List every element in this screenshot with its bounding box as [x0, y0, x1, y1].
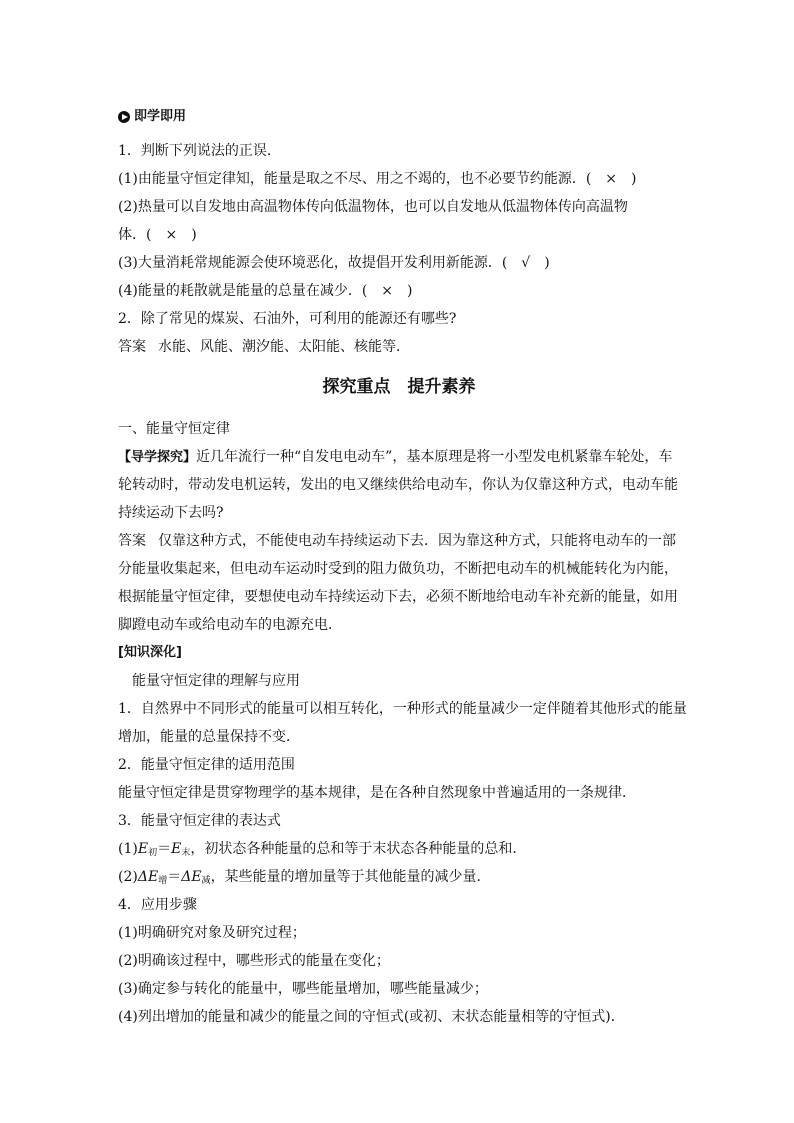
formula-equals: ＝ — [167, 869, 182, 885]
knowledge-point-1: 1．自然界中不同形式的能量可以相互转化，一种形式的能量减少一定伴随着其他形式的能量 — [118, 701, 687, 717]
formula-2 — [118, 863, 680, 891]
knowledge-point-2-title: 2．能量守恒定律的适用范围 — [118, 757, 295, 773]
knowledge-label: [知识深化] — [118, 645, 182, 660]
formula-symbol: E — [171, 841, 182, 857]
formula-subscript: 增 — [158, 876, 168, 886]
answer-label: 答案 — [118, 339, 146, 355]
question-1-title: 1．判断下列说法的正误． — [118, 143, 281, 159]
guide-line — [118, 443, 680, 471]
step-item: (4)列出增加的能量和减少的能量之间的守恒式(或初、末状态能量相等的守恒式)． — [118, 1009, 625, 1025]
answer-line: 根据能量守恒定律，要想使电动车持续运动下去，必须不断地给电动车补充新的能量，如用 — [118, 589, 678, 605]
formula-subscript: 减 — [201, 876, 211, 886]
answer-text: 仅靠这种方式，不能使电动车持续运动下去．因为靠这种方式，只能将电动车的一部 — [158, 533, 676, 549]
question-1-item: (1)由能量守恒定律知，能量是取之不尽、用之不竭的，也不必要节约能源．( × ) — [118, 171, 637, 187]
part-1-title: 一、能量守恒定律 — [118, 421, 230, 437]
section-tag — [118, 103, 680, 131]
formula-text: ，初状态各种能量的总和等于末状态各种能量的总和． — [190, 841, 527, 857]
formula-subscript: 末 — [181, 848, 191, 858]
formula-text: ，某些能量的增加量等于其他能量的减少量． — [210, 869, 491, 885]
step-item: (3)确定参与转化的能量中，哪些能量增加，哪些能量减少； — [118, 981, 488, 997]
guide-text: 近几年流行一种“自发电电动车”，基本原理是将一小型发电机紧靠车轮处，车 — [196, 449, 673, 465]
guide-line: 持续运动下去吗? — [118, 505, 224, 521]
answer-line: 分能量收集起来，但电动车运动时受到的阻力做负功，不断把电动车的机械能转化为内能， — [118, 561, 678, 577]
guide-label: 【导学探究】 — [118, 450, 197, 465]
step-item: (2)明确该过程中，哪些形式的能量在变化； — [118, 953, 390, 969]
formula-prefix: (1) — [118, 841, 138, 857]
question-1-item: (3)大量消耗常规能源会使环境恶化，故提倡开发利用新能源．( √ ) — [118, 255, 550, 271]
knowledge-point-1: 增加，能量的总量保持不变． — [118, 729, 300, 745]
guide-line: 轮转动时，带动发电机运转，发出的电又继续供给电动车，你认为仅靠这种方式，电动车能 — [118, 477, 678, 493]
formula-symbol: ΔE — [181, 869, 202, 885]
question-1-item: 体．( × ) — [118, 227, 197, 243]
formula-symbol: ΔE — [137, 869, 159, 885]
answer-text: 水能、风能、潮汐能、太阳能、核能等． — [158, 339, 410, 355]
main-heading: 探究重点 提升素养 — [322, 377, 476, 397]
knowledge-point-3-title: 3．能量守恒定律的表达式 — [118, 813, 281, 829]
document-page — [118, 103, 687, 1031]
section-tag-label: 即学即用 — [134, 109, 187, 124]
formula-symbol: E — [137, 841, 149, 857]
knowledge-subtitle: 能量守恒定律的理解与应用 — [132, 673, 300, 689]
play-circle-icon — [118, 111, 130, 123]
formula-subscript: 初 — [148, 848, 158, 858]
answer-line: 脚蹬电动车或给电动车的电源充电． — [118, 617, 342, 633]
question-1-item: (2)热量可以自发地由高温物体传向低温物体，也可以自发地从低温物体传向高温物 — [118, 199, 628, 215]
question-2-title: 2．除了常见的煤炭、石油外，可利用的能源还有哪些? — [118, 311, 457, 327]
knowledge-point-2-text: 能量守恒定律是贯穿物理学的基本规律，是在各种自然现象中普遍适用的一条规律． — [118, 785, 636, 801]
formula-equals: ＝ — [157, 841, 172, 857]
formula-prefix: (2) — [118, 869, 138, 885]
formula-1 — [118, 835, 680, 863]
knowledge-point-4-title: 4．应用步骤 — [118, 897, 197, 913]
answer-line — [118, 527, 680, 555]
step-item: (1)明确研究对象及研究过程； — [118, 925, 306, 941]
question-2-answer — [118, 333, 680, 361]
answer-label: 答案 — [118, 533, 146, 549]
question-1-item: (4)能量的耗散就是能量的总量在减少．( × ) — [118, 283, 413, 299]
